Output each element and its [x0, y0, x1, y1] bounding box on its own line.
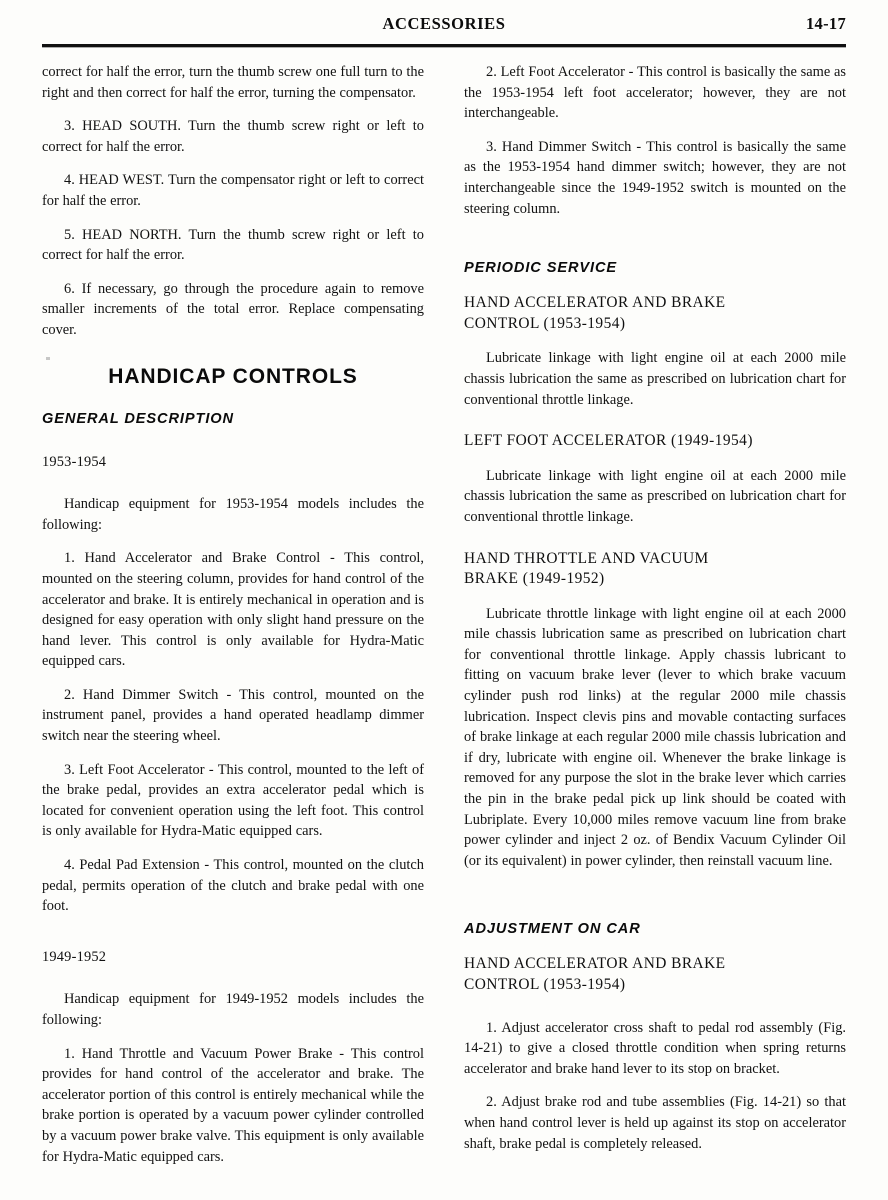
year-label-1949-1952: 1949-1952 — [42, 948, 107, 965]
subheading-adjustment-hand-accelerator-and-brake-control — [464, 954, 846, 995]
subheading-left-foot-accelerator: LEFT FOOT ACCELERATOR (1949-1954) — [464, 432, 753, 450]
subheading-line-2: BRAKE (1949-1952) — [464, 570, 605, 588]
intro-paragraph-1949-1952: Handicap equipment for 1949-1952 models includes the following: — [42, 991, 424, 1028]
paragraph-continued-from-previous-page: correct for half the error, turn the thumb screw one full turn to the right and then correct for half the error, turning the compensator. — [42, 64, 424, 101]
procedure-step-4: 4. HEAD WEST. Turn the compensator right or left to correct for half the error. — [42, 172, 424, 209]
equipment-item-3-left-foot-accelerator: 3. Left Foot Accelerator - This control, mounted to the left of the brake pedal, provides an extra accelerator pedal which is located for convenient operation using the left foot. This control is only available for Hydra-Matic equipped cars. — [42, 761, 424, 840]
paragraph-hand-accelerator-and-brake-lubrication: Lubricate linkage with light engine oil at each 2000 mile chassis lubrication the same as prescribed on lubrication chart for conventional throttle linkage. — [464, 350, 846, 408]
procedure-step-5: 5. HEAD NORTH. Turn the thumb screw right or left to correct for half the error. — [42, 226, 424, 264]
spacer — [464, 884, 846, 901]
intro-paragraph-1953-1954: Handicap equipment for 1953-1954 models includes the following: — [42, 496, 424, 533]
spacer — [42, 981, 424, 989]
spacer — [42, 486, 424, 494]
spacer — [42, 444, 424, 452]
section-heading-periodic-service: PERIODIC SERVICE — [464, 260, 618, 277]
subheading-line-2: CONTROL (1953-1954) — [464, 314, 626, 332]
two-column-body — [42, 62, 846, 1190]
paragraph-left-foot-accelerator-lubrication: Lubricate linkage with light engine oil at each 2000 mile chassis lubrication the same as prescribed on lubrication chart for conventional throttle linkage. — [464, 467, 846, 525]
procedure-step-6: 6. If necessary, go through the procedure again to remove smaller increments of the total error. Replace compensating cover. — [42, 280, 424, 338]
procedure-step-3: 3. HEAD SOUTH. Turn the thumb screw right or left to correct for half the error. — [42, 118, 424, 155]
spacer — [464, 541, 846, 549]
subheading-hand-throttle-and-vacuum-brake — [464, 549, 846, 590]
equipment-item-1-hand-throttle-and-vacuum-power-brake: 1. Hand Throttle and Vacuum Power Brake - This control provides for hand control of the accelerator and brake. The accelerator portion of this control is entirely mechanical while the brake portion is operated by a vacuum power cylinder controlled by a vacuum power brake valve. This equipment is only available for Hydra-Matic equipped cars. — [42, 1045, 424, 1165]
equipment-item-1-hand-accelerator-and-brake-control: 1. Hand Accelerator and Brake Control - This control, mounted on the steering column, provides for hand control of the accelerator and brake. It is entirely mechanical in operation and is designed for easy operation with only slight hand pressure on the hand lever. This control is only available for Hydra-Matic equipped cars. — [42, 550, 424, 670]
spacer — [464, 1010, 846, 1018]
header-divider-rule — [42, 44, 846, 47]
page-title: ACCESSORIES — [382, 14, 506, 33]
equipment-item-4-pedal-pad-extension: 4. Pedal Pad Extension - This control, mounted on the clutch pedal, permits operation of the clutch and brake pedal with one foot. — [42, 857, 424, 915]
equipment-item-3-hand-dimmer-switch-1949: 3. Hand Dimmer Switch - This control is basically the same as the 1953-1954 hand dimmer switch; however, they are not interchangeable since the 1949-1952 switch is mounted on the steering column. — [464, 138, 846, 217]
subheading-line-1: HAND THROTTLE AND VACUUM — [464, 549, 709, 567]
spacer — [464, 232, 846, 240]
left-column — [42, 62, 424, 1190]
subheading-line-1: HAND ACCELERATOR AND BRAKE — [464, 294, 726, 312]
spacer — [464, 423, 846, 431]
section-heading-adjustment-on-car: ADJUSTMENT ON CAR — [464, 921, 641, 938]
chapter-heading-handicap-controls: HANDICAP CONTROLS — [108, 364, 358, 388]
spacer — [42, 930, 424, 947]
paragraph-hand-throttle-and-vacuum-brake-lubrication: Lubricate throttle linkage with light engine oil at each 2000 mile chassis lubrication same as prescribed on lubrication chart for conventional throttle linkage. Apply chassis lubricant to fitting on vacuum brake lever (lever to which brake vacuum cylinder push rod links) at the regular 2000 mile chassis lubrication. Inspect clevis pins and movable contacting surfaces of brake linkage at each regular 2000 mile chassis lubrication and if dry, lubricate with engine oil. Whenever the brake linkage is removed for any purpose the slot in the brake lever which carries the pin in the brake pedal pick up link should be coated with Lubriplate. Every 10,000 miles remove vacuum line from brake power cylinder and inject 2 oz. of Bendix Vacuum Cylinder Oil (or its equivalent) in power cylinder, then reinstall vacuum line. — [464, 605, 846, 869]
right-column — [464, 62, 846, 1190]
equipment-item-2-hand-dimmer-switch: 2. Hand Dimmer Switch - This control, mounted on the instrument panel, provides a hand operated headlamp dimmer switch near the steering wheel. — [42, 686, 424, 745]
equipment-item-2-left-foot-accelerator-1949: 2. Left Foot Accelerator - This control is basically the same as the 1953-1954 left foot accelerator; however, they are not interchangeable. — [464, 64, 846, 122]
subheading-line-2: CONTROL (1953-1954) — [464, 976, 626, 993]
running-head — [42, 14, 846, 48]
subheading-hand-accelerator-and-brake-control — [464, 293, 846, 334]
year-label-1953-1954: 1953-1954 — [42, 453, 107, 470]
adjustment-step-2: 2. Adjust brake rod and tube assemblies (Fig. 14-21) so that when hand control lever is held up against its stop on accelerator shaft, brake pedal is completely released. — [464, 1094, 846, 1152]
section-heading-general-description: GENERAL DESCRIPTION — [42, 410, 234, 427]
adjustment-step-1: 1. Adjust accelerator cross shaft to pedal rod assembly (Fig. 14-21) to give a closed throttle condition when spring returns accelerator and brake hand lever to its stop on bracket. — [464, 1019, 846, 1077]
page-number: 14-17 — [806, 14, 846, 33]
subheading-line-1: HAND ACCELERATOR AND BRAKE — [464, 955, 726, 973]
